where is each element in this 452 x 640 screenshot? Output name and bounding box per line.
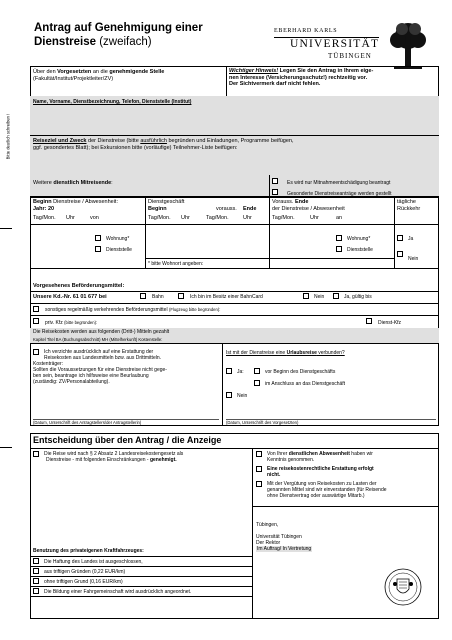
office-start: Dienststelle bbox=[106, 247, 132, 253]
checkbox-bahn[interactable] bbox=[140, 293, 146, 299]
hint-text-2: nen Interesse (Versicherungsschutz!) rechtzeitig vor. bbox=[229, 74, 368, 81]
vacation-question bbox=[226, 350, 345, 356]
private-car-label: priv. Kfz bbox=[45, 320, 63, 326]
agree-costs-text bbox=[267, 481, 437, 499]
business-label: Dienstgeschäft bbox=[148, 199, 185, 205]
authority-block bbox=[256, 522, 436, 552]
c1-from: von bbox=[90, 215, 99, 221]
other-transport bbox=[45, 307, 220, 313]
c3-end: Ende bbox=[294, 199, 309, 205]
c3-label: der Dienstreise / Abwesenheit bbox=[272, 205, 345, 212]
places-rule bbox=[145, 258, 394, 259]
decision-right-rule bbox=[252, 506, 439, 507]
checkbox-approved[interactable] bbox=[33, 451, 39, 457]
checkbox-acknowledged[interactable] bbox=[256, 451, 262, 457]
bahn-label: Bahn bbox=[152, 294, 164, 300]
ack-l2: Kenntnis genommen. bbox=[267, 457, 315, 463]
intro-text-2: an die bbox=[91, 69, 110, 75]
checkbox-other-transport[interactable] bbox=[33, 306, 39, 312]
service-car: Dienst-Kfz bbox=[378, 320, 402, 326]
home-end-label: Wohnung bbox=[347, 236, 369, 242]
signature-left: (Datum, Unterschrift des Antragstellers/der Antragstellerin) bbox=[33, 420, 142, 425]
waiver-l6: (zuständig: ZV/Personalabteilung). bbox=[33, 379, 110, 385]
vacation-no: Nein bbox=[237, 393, 248, 399]
c3-hour: Uhr bbox=[310, 215, 319, 221]
companions-divider bbox=[269, 175, 270, 197]
no-refund-l1: Eine reisekostenrechtliche Erstattung erfolgt bbox=[267, 466, 374, 472]
other-transport-label: sonstiges regelmäßig verkehrendes Beförderungsmittel bbox=[45, 307, 168, 313]
vacation-bold: Urlaubsreise bbox=[286, 350, 317, 356]
waiver-l1: Ich verzichte ausdrücklich auf eine Erstattung der bbox=[44, 349, 154, 355]
opt-gesondert: Gesonderte Dienstreiseanträge werden gestellt bbox=[287, 191, 392, 197]
residence-label: * bitte Wohnort angeben: bbox=[148, 261, 204, 267]
checkbox-vacation-no[interactable] bbox=[226, 392, 232, 398]
reason-label-underline: ausführlich bbox=[140, 138, 167, 144]
checkbox-bahncard[interactable] bbox=[178, 293, 184, 299]
c2-day1: Tag/Mon. bbox=[148, 215, 171, 221]
transport-rule-2 bbox=[30, 303, 439, 304]
c3-expected: Vorauss. bbox=[272, 199, 294, 205]
reason-field[interactable] bbox=[30, 136, 439, 197]
home-end: Wohnung* bbox=[347, 236, 371, 242]
car-reason: aus triftigen Gründen (0,22 EUR/km) bbox=[44, 569, 126, 575]
no-refund-text bbox=[267, 466, 437, 478]
checkbox-home-end[interactable] bbox=[336, 235, 342, 241]
c1-hour: Uhr bbox=[66, 215, 75, 221]
checkbox-bahncard-no[interactable] bbox=[303, 293, 309, 299]
ack-pre: Von Ihrer bbox=[267, 451, 289, 457]
return-no: Nein bbox=[408, 256, 419, 262]
car-liability: Die Haftung des Landes ist ausgeschlossen, bbox=[44, 559, 143, 565]
checkbox-vacation-before[interactable] bbox=[254, 368, 260, 374]
car-rule-1 bbox=[30, 566, 252, 567]
reason-label-bold: Reiseziel und Zweck bbox=[33, 138, 87, 144]
c2-expected: vorauss. bbox=[216, 205, 237, 212]
ack-post: haben wir bbox=[349, 451, 373, 457]
uni-label: Universität Tübingen bbox=[256, 534, 302, 540]
c2-hour1: Uhr bbox=[181, 215, 190, 221]
car-rule-0 bbox=[30, 556, 252, 557]
checkbox-vacation-after[interactable] bbox=[254, 380, 260, 386]
intro-right bbox=[229, 68, 439, 88]
c2-day2: Tag/Mon. bbox=[206, 215, 229, 221]
intro-text: Über den bbox=[33, 69, 58, 75]
return-label: Rückkehr bbox=[397, 205, 421, 212]
signature-right: (Datum, Unterschrift des Vorgesetzten) bbox=[226, 420, 299, 425]
logo-top: EBERHARD KARLS bbox=[274, 28, 338, 34]
cost-source-line2: Kapitel Titel BA (Buchungsabschnitt) MH (Mittelherkunft) Kostenstelle: bbox=[33, 336, 163, 342]
car-rule-3 bbox=[30, 586, 252, 587]
begin-bold: Beginn bbox=[33, 199, 52, 205]
waiver-l3: Kostenträger: bbox=[33, 361, 64, 367]
waiver-divider bbox=[222, 344, 223, 426]
begin-rest: Dienstreise / Abwesenheit: bbox=[51, 199, 118, 205]
car-rule-2 bbox=[30, 576, 252, 577]
checkbox-return-yes[interactable] bbox=[397, 235, 403, 241]
companions-label bbox=[33, 180, 113, 187]
carpool: Die Bildung einer Fahrgemeinschaft wird ausdrücklich angeordnet. bbox=[44, 589, 192, 595]
form-title-line2 bbox=[34, 36, 254, 50]
place-label: Tübingen, bbox=[256, 522, 279, 528]
cost-source-field[interactable] bbox=[30, 328, 439, 344]
times-col2 bbox=[148, 199, 268, 221]
ack-text bbox=[267, 451, 437, 463]
checkbox-service-car[interactable] bbox=[366, 318, 372, 324]
intro-divider bbox=[226, 66, 227, 96]
ack-bold: dienstlichen Abwesenheit bbox=[288, 451, 350, 457]
c3-at: an bbox=[336, 215, 343, 221]
agree-l1: Mit der Vergütung von Reisekosten zu Lasten der bbox=[267, 481, 377, 487]
logo-mid: UNIVERSITÄT bbox=[290, 38, 380, 50]
approval-text bbox=[44, 451, 252, 463]
car-rule-4 bbox=[30, 596, 252, 597]
transport-rule-3 bbox=[30, 315, 439, 316]
times-col3 bbox=[272, 199, 392, 221]
vacation-after: im Anschluss an das Dienstgeschäft bbox=[265, 381, 346, 387]
c2-end: Ende bbox=[243, 205, 257, 212]
university-logo bbox=[262, 20, 442, 68]
vacation-before: vor Beginn des Dienstgeschäfts bbox=[265, 369, 336, 375]
opt-mitnahme: Es wird nur Mitnahmeentschädigung beantragt bbox=[287, 180, 391, 186]
waiver-l5: ben sein, beantrage ich hilfsweise eine Beurlaubung bbox=[33, 373, 149, 379]
checkbox-no-refund[interactable] bbox=[256, 466, 262, 472]
vacation-post: verbunden? bbox=[316, 350, 345, 356]
agree-l3: ohne Dienstvertrag oder auswärtige Mitarb.) bbox=[267, 493, 365, 499]
private-car-note: (bitte begründen): bbox=[64, 320, 98, 325]
approval-l2: Dienstreise - mit folgenden Einschränkungen - bbox=[46, 457, 150, 463]
checkbox-bahncard-yes[interactable] bbox=[333, 293, 339, 299]
c1-day: Tag/Mon. bbox=[33, 215, 56, 221]
logo-bottom: TÜBINGEN bbox=[328, 52, 372, 60]
c2-begin: Beginn bbox=[148, 205, 167, 212]
waiver-l4: Sollten die Voraussetzungen für eine Dienstreise nicht gege- bbox=[33, 367, 167, 373]
reason-label-text-2: begründen und Einladungen, Programme beifügen, bbox=[166, 138, 294, 144]
important-hint: Wichtiger Hinweis! bbox=[229, 68, 279, 74]
form-title-main: Dienstreise bbox=[34, 35, 97, 48]
checkbox-home-start[interactable] bbox=[95, 235, 101, 241]
waiver-text bbox=[33, 349, 221, 385]
intro-supervisor: Vorgesetzten bbox=[57, 69, 92, 75]
companions-post: : bbox=[111, 180, 113, 186]
places-bottom-rule bbox=[30, 268, 439, 269]
private-car bbox=[45, 320, 97, 326]
times-col1 bbox=[33, 199, 143, 221]
hint-text-3: Der Sichtvermerk darf nicht fehlen. bbox=[229, 81, 321, 87]
c3-day: Tag/Mon. bbox=[272, 215, 295, 221]
waiver-l2: Reisekosten aus Landesmitteln bzw. aus Drittmitteln. bbox=[44, 355, 161, 361]
decision-divider bbox=[252, 448, 253, 619]
office-end: Dienststelle bbox=[347, 247, 373, 253]
approval-approved: genehmigt. bbox=[149, 457, 177, 463]
reason-label bbox=[33, 138, 433, 151]
checkbox-car-reason[interactable] bbox=[33, 568, 39, 574]
customer-number: Unsere Kd.-Nr. 61 01 677 bei bbox=[33, 294, 107, 300]
checkbox-carpool[interactable] bbox=[33, 588, 39, 594]
checkbox-private-car[interactable] bbox=[33, 318, 39, 324]
vacation-yes: Ja: bbox=[237, 369, 244, 375]
car-title: Benutzung des privateigenen Kraftfahrzeuges: bbox=[33, 548, 144, 554]
margin-mark-2 bbox=[0, 447, 12, 448]
checkbox-agree-costs[interactable] bbox=[256, 481, 262, 487]
name-field-label: Name, Vorname, Dienstbezeichnung, Telefon, Dienststelle (Institut) bbox=[33, 99, 192, 105]
companions-pre: Weitere bbox=[33, 180, 54, 186]
checkbox-office-start[interactable] bbox=[95, 246, 101, 252]
reason-label-line2: ggf. gesondertes Blatt); bei Exkursionen bitte (vorläufige) Teilnehmer-Liste beifügen: bbox=[33, 144, 238, 151]
decision-title: Entscheidung über den Antrag / die Anzeige bbox=[33, 435, 222, 445]
return-yes: Ja bbox=[408, 236, 414, 242]
checkbox-car-no-reason[interactable] bbox=[33, 578, 39, 584]
decision-title-rule bbox=[30, 448, 439, 449]
other-transport-note: (Flugzeug bitte begründen): bbox=[168, 307, 221, 312]
bahncard-valid: Ja, gültig bis bbox=[344, 294, 372, 300]
companions-bottom-rule bbox=[30, 197, 439, 198]
proxy-label: Im Auftrag/ In Vertretung bbox=[257, 546, 312, 552]
reason-label-text: der Dienstreise (bitte bbox=[86, 138, 141, 144]
checkbox-gesondert[interactable] bbox=[272, 189, 278, 195]
form-title-line1: Antrag auf Genehmigung einer bbox=[34, 22, 203, 34]
no-refund-l2: nicht. bbox=[267, 472, 281, 478]
checkbox-vacation-yes[interactable] bbox=[226, 368, 232, 374]
form-title bbox=[34, 22, 254, 49]
intro-approver: genehmigende Stelle bbox=[109, 69, 165, 75]
cost-source-line1: Die Reisekosten werden aus folgenden (Dritt-) Mitteln gezahlt bbox=[33, 329, 170, 335]
tree-logo-icon bbox=[386, 20, 430, 70]
agree-l2: genannten Mittel sind wir einverstanden (für Reisende bbox=[267, 487, 387, 493]
hint-text-1: Legen Sie den Antrag in Ihrem eige- bbox=[278, 68, 374, 74]
transport-rule-1 bbox=[30, 291, 439, 292]
times-rule bbox=[30, 224, 439, 225]
intro-left-line2: (Fakultät/Institut/Projektleiter/ZV) bbox=[33, 75, 114, 82]
checkbox-car-liability[interactable] bbox=[33, 558, 39, 564]
rector-label: Der Rektor bbox=[256, 540, 281, 546]
car-no-reason: ohne triftigen Grund (0,16 EUR/km) bbox=[44, 579, 123, 585]
home-start: Wohnung* bbox=[106, 236, 130, 242]
checkbox-mitnahme[interactable] bbox=[272, 178, 278, 184]
checkbox-office-end[interactable] bbox=[336, 246, 342, 252]
state-seal-icon bbox=[383, 567, 423, 607]
home-start-label: Wohnung bbox=[106, 236, 128, 242]
daily-label: tägliche bbox=[397, 199, 416, 205]
year-label: Jahr: 20 bbox=[33, 205, 55, 212]
c2-hour2: Uhr bbox=[243, 215, 252, 221]
times-v3 bbox=[394, 197, 395, 268]
side-note: Bitte deutlich schreiben ! bbox=[5, 113, 11, 160]
bahncard-label: Ich bin im Besitz einer BahnCard bbox=[190, 294, 263, 300]
transport-title: Vorgesehenes Beförderungsmittel: bbox=[33, 283, 125, 289]
name-field[interactable] bbox=[30, 96, 439, 136]
checkbox-return-no[interactable] bbox=[397, 251, 403, 257]
margin-mark-1 bbox=[0, 228, 12, 229]
companions-bold: dienstlich Mitreisende bbox=[53, 180, 112, 186]
form-title-suffix: (zweifach) bbox=[99, 35, 152, 48]
times-col4 bbox=[397, 199, 437, 212]
approval-l1: Die Reise wird nach § 2 Absatz 2 Landesreisekostengesetz als bbox=[44, 451, 184, 457]
vacation-pre: Ist mit der Dienstreise eine bbox=[226, 350, 287, 356]
intro-left bbox=[33, 69, 223, 82]
bahncard-no: Nein bbox=[314, 294, 325, 300]
